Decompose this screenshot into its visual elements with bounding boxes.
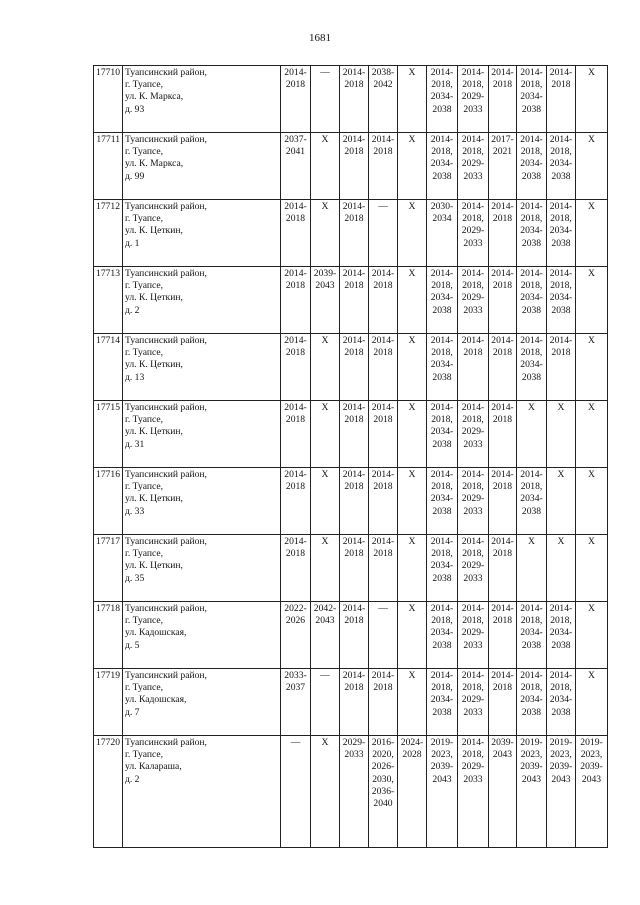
address-cell: Туапсинский район, г. Туапсе, ул. К. Цеткин, д. 35 <box>123 535 281 602</box>
period-cell: X <box>517 535 547 602</box>
row-number: 17715 <box>94 401 123 468</box>
period-cell: 2033- 2037 <box>281 669 311 736</box>
period-cell: 2014- 2018, 2034- 2038 <box>427 535 458 602</box>
period-cell: 2014- 2018, 2034- 2038 <box>547 267 576 334</box>
period-cell: X <box>398 133 427 200</box>
period-cell: 2014- 2018, 2034- 2038 <box>547 200 576 267</box>
period-cell: 2014- 2018 <box>281 200 311 267</box>
period-cell: 2014- 2018, 2034- 2038 <box>427 468 458 535</box>
period-cell: 2014- 2018, 2034- 2038 <box>427 334 458 401</box>
table-row <box>94 267 608 334</box>
period-cell: X <box>576 669 608 736</box>
period-cell: 2014- 2018 <box>489 334 517 401</box>
table-row <box>94 66 608 133</box>
period-cell: 2019- 2023, 2039- 2043 <box>427 736 458 848</box>
period-cell: 2014- 2018 <box>340 66 369 133</box>
period-cell: 2014- 2018 <box>369 401 398 468</box>
period-cell: 2039- 2043 <box>311 267 340 334</box>
period-cell: 2037- 2041 <box>281 133 311 200</box>
period-cell: X <box>576 535 608 602</box>
period-cell: — <box>369 602 398 669</box>
period-cell: 2014- 2018 <box>281 468 311 535</box>
period-cell: X <box>576 468 608 535</box>
period-cell: 2014- 2018 <box>340 468 369 535</box>
period-cell: X <box>576 334 608 401</box>
period-cell: — <box>311 669 340 736</box>
period-cell: X <box>311 468 340 535</box>
period-cell: X <box>311 200 340 267</box>
period-cell: 2014- 2018 <box>340 669 369 736</box>
period-cell: 2014- 2018, 2034- 2038 <box>427 66 458 133</box>
period-cell: X <box>547 401 576 468</box>
period-cell: 2014- 2018 <box>547 66 576 133</box>
period-cell: — <box>311 66 340 133</box>
period-cell: 2014- 2018 <box>489 401 517 468</box>
address-cell: Туапсинский район, г. Туапсе, ул. К. Маркса, д. 93 <box>123 66 281 133</box>
period-cell: 2014- 2018 <box>281 66 311 133</box>
table-row <box>94 669 608 736</box>
period-cell: X <box>576 133 608 200</box>
period-cell: 2014- 2018, 2034- 2038 <box>517 334 547 401</box>
row-number: 17720 <box>94 736 123 848</box>
period-cell: X <box>398 66 427 133</box>
period-cell: X <box>398 267 427 334</box>
period-cell: 2014- 2018, 2029- 2033 <box>458 535 489 602</box>
period-cell: 2014- 2018, 2029- 2033 <box>458 401 489 468</box>
period-cell: 2016- 2020, 2026- 2030, 2036- 2040 <box>369 736 398 848</box>
period-cell: X <box>547 535 576 602</box>
period-cell: 2022- 2026 <box>281 602 311 669</box>
period-cell: 2039- 2043 <box>489 736 517 848</box>
period-cell: — <box>369 200 398 267</box>
row-number: 17719 <box>94 669 123 736</box>
period-cell: 2014- 2018, 2029- 2033 <box>458 133 489 200</box>
period-cell: 2014- 2018 <box>281 334 311 401</box>
table-body <box>94 66 608 848</box>
period-cell: 2014- 2018, 2029- 2033 <box>458 736 489 848</box>
address-cell: Туапсинский район, г. Туапсе, ул. К. Цеткин, д. 33 <box>123 468 281 535</box>
row-number: 17713 <box>94 267 123 334</box>
period-cell: X <box>311 736 340 848</box>
period-cell: X <box>398 669 427 736</box>
period-cell: 2030- 2034 <box>427 200 458 267</box>
period-cell: 2014- 2018 <box>281 401 311 468</box>
row-number: 17710 <box>94 66 123 133</box>
period-cell: 2019- 2023, 2039- 2043 <box>517 736 547 848</box>
period-cell: X <box>398 200 427 267</box>
period-cell: 2014- 2018 <box>369 535 398 602</box>
period-cell: 2014- 2018 <box>340 267 369 334</box>
address-cell: Туапсинский район, г. Туапсе, ул. К. Маркса, д. 99 <box>123 133 281 200</box>
period-cell: 2014- 2018, 2029- 2033 <box>458 66 489 133</box>
table-row <box>94 535 608 602</box>
row-number: 17712 <box>94 200 123 267</box>
period-cell: 2014- 2018 <box>369 468 398 535</box>
period-cell: 2014- 2018 <box>369 267 398 334</box>
address-cell: Туапсинский район, г. Туапсе, ул. К. Цеткин, д. 1 <box>123 200 281 267</box>
period-cell: 2014- 2018, 2034- 2038 <box>547 669 576 736</box>
period-cell: 2024- 2028 <box>398 736 427 848</box>
period-cell: 2029- 2033 <box>340 736 369 848</box>
row-number: 17718 <box>94 602 123 669</box>
period-cell: X <box>576 401 608 468</box>
row-number: 17711 <box>94 133 123 200</box>
period-cell: 2019- 2023, 2039- 2043 <box>576 736 608 848</box>
table-row <box>94 401 608 468</box>
period-cell: 2014- 2018, 2034- 2038 <box>427 602 458 669</box>
period-cell: 2017- 2021 <box>489 133 517 200</box>
table-row <box>94 334 608 401</box>
period-cell: X <box>311 334 340 401</box>
period-cell: 2014- 2018, 2034- 2038 <box>517 267 547 334</box>
table-row <box>94 468 608 535</box>
period-cell: 2014- 2018 <box>369 669 398 736</box>
period-cell: X <box>311 535 340 602</box>
period-cell: X <box>398 602 427 669</box>
period-cell: 2014- 2018 <box>489 669 517 736</box>
period-cell: X <box>398 401 427 468</box>
period-cell: 2014- 2018, 2029- 2033 <box>458 200 489 267</box>
table-row <box>94 200 608 267</box>
address-cell: Туапсинский район, г. Туапсе, ул. К. Цеткин, д. 2 <box>123 267 281 334</box>
period-cell: X <box>517 401 547 468</box>
row-number: 17714 <box>94 334 123 401</box>
period-cell: 2014- 2018 <box>489 66 517 133</box>
address-cell: Туапсинский район, г. Туапсе, ул. Калараша, д. 2 <box>123 736 281 848</box>
period-cell: 2014- 2018 <box>340 602 369 669</box>
period-cell: 2014- 2018, 2034- 2038 <box>547 602 576 669</box>
period-cell: 2014- 2018 <box>489 267 517 334</box>
period-cell: 2014- 2018, 2034- 2038 <box>547 133 576 200</box>
period-cell: 2014- 2018, 2034- 2038 <box>427 669 458 736</box>
period-cell: 2014- 2018 <box>489 602 517 669</box>
period-cell: 2014- 2018, 2029- 2033 <box>458 267 489 334</box>
period-cell: X <box>576 602 608 669</box>
period-cell: 2014- 2018 <box>489 200 517 267</box>
period-cell: 2014- 2018 <box>369 334 398 401</box>
period-cell: 2014- 2018 <box>340 535 369 602</box>
period-cell: X <box>398 468 427 535</box>
period-cell: X <box>547 468 576 535</box>
period-cell: — <box>281 736 311 848</box>
period-cell: X <box>576 267 608 334</box>
period-cell: 2014- 2018, 2029- 2033 <box>458 669 489 736</box>
period-cell: 2014- 2018, 2034- 2038 <box>517 66 547 133</box>
period-cell: 2014- 2018 <box>547 334 576 401</box>
period-cell: 2014- 2018 <box>340 334 369 401</box>
period-cell: X <box>398 334 427 401</box>
period-cell: 2014- 2018, 2034- 2038 <box>517 602 547 669</box>
period-cell: 2014- 2018 <box>281 535 311 602</box>
period-cell: 2014- 2018 <box>340 133 369 200</box>
address-cell: Туапсинский район, г. Туапсе, ул. К. Цеткин, д. 31 <box>123 401 281 468</box>
period-cell: 2014- 2018, 2034- 2038 <box>517 468 547 535</box>
address-cell: Туапсинский район, г. Туапсе, ул. К. Цеткин, д. 13 <box>123 334 281 401</box>
period-cell: X <box>311 401 340 468</box>
address-cell: Туапсинский район, г. Туапсе, ул. Кадошская, д. 7 <box>123 669 281 736</box>
period-cell: 2014- 2018 <box>281 267 311 334</box>
period-cell: X <box>311 133 340 200</box>
period-cell: 2014- 2018 <box>489 468 517 535</box>
table-row <box>94 736 608 848</box>
period-cell: 2014- 2018, 2034- 2038 <box>517 200 547 267</box>
period-cell: 2014- 2018, 2034- 2038 <box>517 133 547 200</box>
period-cell: 2014- 2018, 2034- 2038 <box>427 133 458 200</box>
period-cell: X <box>576 66 608 133</box>
address-cell: Туапсинский район, г. Туапсе, ул. Кадошская, д. 5 <box>123 602 281 669</box>
period-cell: 2014- 2018 <box>340 200 369 267</box>
period-cell: 2014- 2018 <box>458 334 489 401</box>
period-cell: 2014- 2018, 2034- 2038 <box>517 669 547 736</box>
period-cell: X <box>576 200 608 267</box>
period-cell: 2038- 2042 <box>369 66 398 133</box>
period-cell: 2014- 2018 <box>340 401 369 468</box>
row-number: 17717 <box>94 535 123 602</box>
page-number: 1681 <box>309 32 331 44</box>
period-cell: 2014- 2018, 2029- 2033 <box>458 468 489 535</box>
table-row <box>94 602 608 669</box>
period-cell: 2014- 2018, 2034- 2038 <box>427 267 458 334</box>
schedule-table <box>93 65 608 848</box>
period-cell: X <box>398 535 427 602</box>
period-cell: 2014- 2018, 2034- 2038 <box>427 401 458 468</box>
period-cell: 2019- 2023, 2039- 2043 <box>547 736 576 848</box>
table-row <box>94 133 608 200</box>
period-cell: 2014- 2018 <box>369 133 398 200</box>
period-cell: 2042- 2043 <box>311 602 340 669</box>
row-number: 17716 <box>94 468 123 535</box>
period-cell: 2014- 2018 <box>489 535 517 602</box>
period-cell: 2014- 2018, 2029- 2033 <box>458 602 489 669</box>
